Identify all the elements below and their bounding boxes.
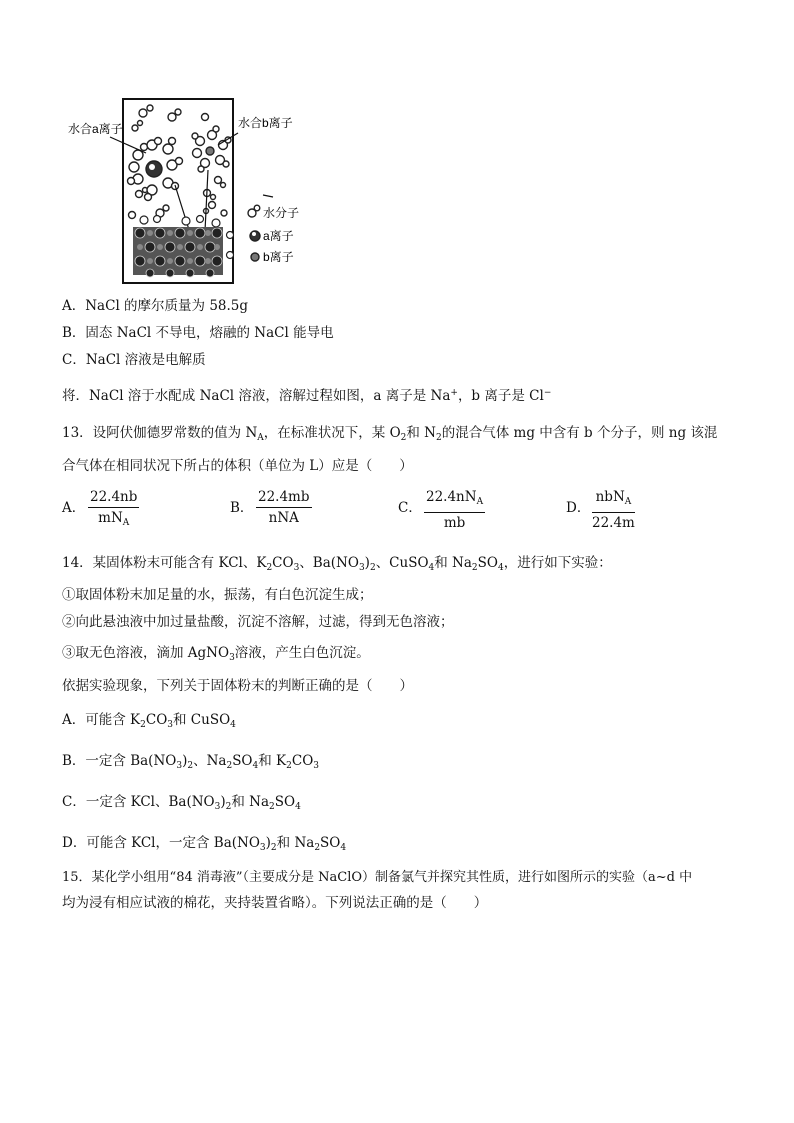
q13-option-b-label: B．	[230, 500, 254, 516]
legend	[248, 205, 260, 261]
q13-option-b-fraction: 22.4mb nNA	[258, 489, 310, 526]
q14-experiment-3: ③取无色溶液，滴加 AgNO$_3$溶液，产生白色沉淀。	[62, 645, 370, 663]
q13-option-a-fraction: 22.4nb $mN_A$	[90, 489, 138, 528]
q13-option-c-fraction: $22.4nN_A$ mb	[426, 489, 484, 531]
q15-stem-line1: 15．某化学小组用“84 消毒液”（主要成分是 NaClO）制备氯气并探究其性质，进行如图所示的实验（a~d 中	[62, 870, 693, 885]
q15-stem-line2: 均为浸有相应试液的棉花，夹持装置省略）。下列说法正确的是（ ）	[62, 895, 488, 911]
label-hydrated-a: 水合a离子	[68, 122, 123, 136]
q13-stem-line1: 13．设阿伏伽德罗常数的值为 $N_A$，在标准状况下，某 $O_2$和 $N_2$的混合气体 mg 中含有 b 个分子，则 ng 该混	[62, 425, 718, 443]
legend-b-label: b离子	[263, 250, 294, 264]
q14-option-d: D．可能含 KCl，一定含 $Ba(NO_3)_2$和 $Na_2SO_4$	[62, 835, 347, 853]
q12-option-c: C．NaCl 溶液是电解质	[62, 352, 206, 368]
q12-option-b: B．固态 NaCl 不导电，熔融的 NaCl 能导电	[62, 325, 334, 341]
legend-water-label: 水分子	[263, 206, 300, 220]
q12-stem: 将．NaCl 溶于水配成 NaCl 溶液，溶解过程如图，a 离子是 Na+，b 离子是 Cl−	[62, 388, 552, 404]
q14-option-b: B．一定含 $Ba(NO_3)_2$、$Na_2SO_4$和 $K_2CO_3$	[62, 753, 320, 771]
q13-option-a-label: A．	[62, 500, 86, 516]
q13-option-d-fraction: nbN$_A$ 22.4m	[592, 489, 635, 531]
q14-experiment-1: ①取固体粉末加足量的水，振荡，有白色沉淀生成；	[62, 587, 373, 603]
q13-option-d-label: D．	[566, 500, 591, 516]
q14-stem: 14．某固体粉末可能含有 KCl、$K_2CO_3$、$Ba(NO_3)_2$、CuSO$_4$和 $Na_2SO_4$，进行如下实验：	[62, 555, 612, 573]
q13-stem-line2: 合气体在相同状况下所占的体积（单位为 L）应是（ ）	[62, 458, 413, 474]
q14-experiment-2: ②向此悬浊液中加过量盐酸，沉淀不溶解，过滤，得到无色溶液；	[62, 614, 454, 630]
label-hydrated-b: 水合b离子	[238, 116, 293, 130]
b-ion-icon	[251, 253, 259, 261]
q14-question: 依据实验现象，下列关于固体粉末的判断正确的是（ ）	[62, 678, 413, 694]
q12-option-a: A．NaCl 的摩尔质量为 58.5g	[62, 298, 249, 314]
legend-a-label: a离子	[263, 229, 294, 243]
q13-option-c-label: C．	[398, 500, 422, 516]
q14-option-c: C．一定含 KCl、$Ba(NO_3)_2$和 $Na_2SO_4$	[62, 794, 301, 812]
q14-option-a: A．可能含 $K_2CO_3$和 CuSO$_4$	[62, 712, 236, 730]
dissolution-diagram	[60, 95, 340, 285]
